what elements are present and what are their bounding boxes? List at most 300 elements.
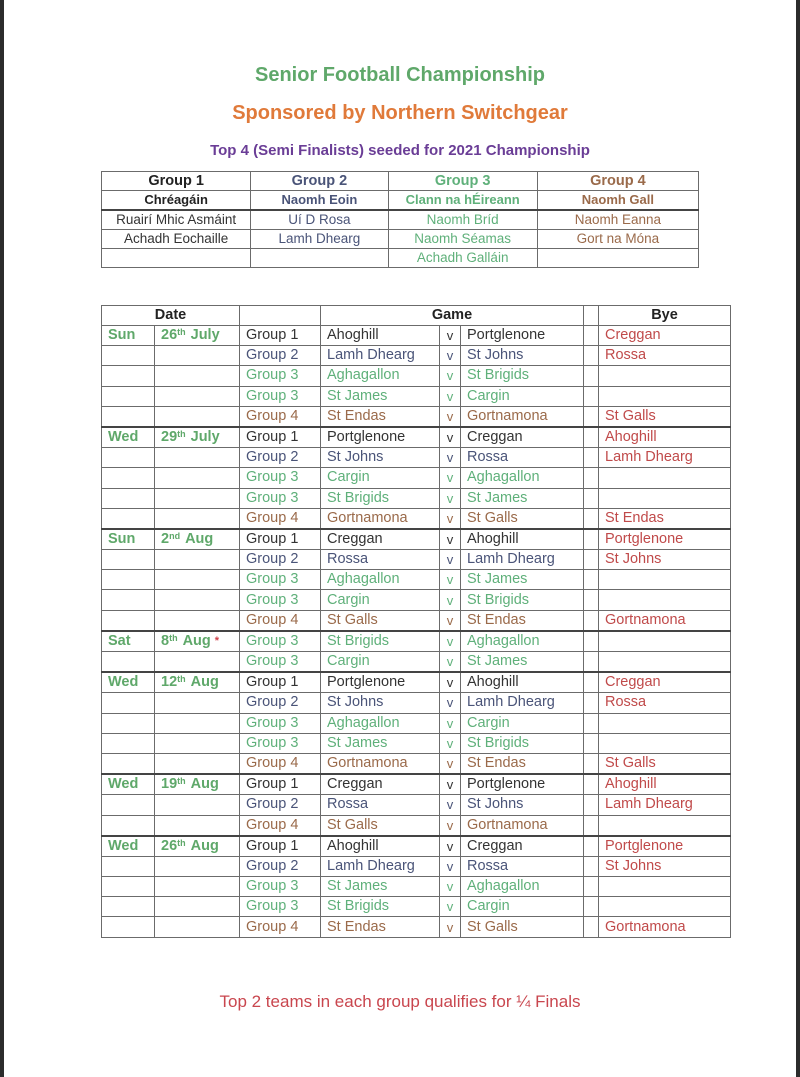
- home-team: Ahoghill: [321, 836, 440, 857]
- away-team: St Galls: [461, 917, 584, 937]
- home-team: Aghagallon: [321, 713, 440, 733]
- fixture-day: Sat: [102, 631, 155, 652]
- fixture-day: [102, 488, 155, 508]
- fixture-row: [102, 590, 731, 610]
- fixture-day: [102, 448, 155, 468]
- away-team: Ahoghill: [461, 672, 584, 693]
- away-team: St James: [461, 652, 584, 673]
- fixture-day: [102, 856, 155, 876]
- group-header-blank: [240, 306, 321, 326]
- fixture-day: [102, 508, 155, 529]
- group-team: Naomh Eanna: [537, 210, 698, 230]
- blank-cell: [584, 550, 599, 570]
- fixture-group: Group 2: [240, 693, 321, 713]
- home-team: St Brigids: [321, 488, 440, 508]
- away-team: Aghagallon: [461, 877, 584, 897]
- note-asterisk: *: [214, 634, 220, 647]
- blank-cell: [584, 406, 599, 427]
- away-team: Ahoghill: [461, 529, 584, 550]
- fixture-group: Group 4: [240, 917, 321, 937]
- bye-team: St Endas: [599, 508, 731, 529]
- group-team: Naomh Bríd: [388, 210, 537, 230]
- fixture-group: Group 3: [240, 570, 321, 590]
- fixture-day: [102, 795, 155, 815]
- date-header: Date: [102, 306, 240, 326]
- versus-label: v: [440, 427, 461, 448]
- fixture-day: Sun: [102, 529, 155, 550]
- versus-label: v: [440, 386, 461, 406]
- group-2-header: Group 2: [251, 172, 388, 191]
- bye-team: [599, 631, 731, 652]
- championship-title: Senior Football Championship: [255, 64, 545, 86]
- blank-cell: [584, 672, 599, 693]
- group-team: Lamh Dhearg: [251, 230, 388, 249]
- date-month: July: [190, 429, 220, 446]
- group-header-row: [102, 172, 699, 191]
- away-team: St Brigids: [461, 366, 584, 386]
- versus-label: v: [440, 529, 461, 550]
- fixture-day: [102, 897, 155, 917]
- bye-team: [599, 652, 731, 673]
- page-edge-right: [796, 0, 800, 1077]
- fixture-row: [102, 713, 731, 733]
- fixture-date: [155, 488, 240, 508]
- fixture-row: [102, 917, 731, 937]
- home-team: Rossa: [321, 795, 440, 815]
- fixture-day: [102, 346, 155, 366]
- fixture-date: [155, 753, 240, 774]
- versus-label: v: [440, 672, 461, 693]
- game-header: Game: [321, 306, 584, 326]
- away-team: Creggan: [461, 427, 584, 448]
- blank-cell: [584, 610, 599, 631]
- fixture-row: [102, 856, 731, 876]
- versus-label: v: [440, 508, 461, 529]
- date-number: 19: [161, 776, 178, 793]
- home-team: St James: [321, 733, 440, 753]
- away-team: St Brigids: [461, 590, 584, 610]
- versus-label: v: [440, 856, 461, 876]
- fixture-row: [102, 795, 731, 815]
- fixture-group: Group 4: [240, 753, 321, 774]
- versus-label: v: [440, 652, 461, 673]
- fixture-date: [155, 570, 240, 590]
- home-team: Creggan: [321, 774, 440, 795]
- bye-team: [599, 733, 731, 753]
- fixture-date: [155, 631, 240, 652]
- bye-team: St Galls: [599, 753, 731, 774]
- fixtures-body: [102, 326, 731, 938]
- bye-team: [599, 590, 731, 610]
- date-month: Aug: [182, 632, 211, 649]
- bye-team: [599, 386, 731, 406]
- team-row: [102, 249, 699, 268]
- home-team: Rossa: [321, 550, 440, 570]
- fixture-group: Group 3: [240, 652, 321, 673]
- fixture-day: [102, 753, 155, 774]
- away-team: Creggan: [461, 836, 584, 857]
- date-number: 8: [161, 632, 170, 649]
- fixture-day: [102, 877, 155, 897]
- fixture-group: Group 3: [240, 366, 321, 386]
- away-team: St Endas: [461, 610, 584, 631]
- blank-cell: [584, 326, 599, 346]
- away-team: Portglenone: [461, 774, 584, 795]
- fixture-date: [155, 795, 240, 815]
- fixture-day: [102, 406, 155, 427]
- fixture-row: [102, 488, 731, 508]
- blank-cell: [584, 468, 599, 488]
- away-team: Portglenone: [461, 326, 584, 346]
- bye-team: Ahoghill: [599, 427, 731, 448]
- bye-team: [599, 897, 731, 917]
- fixture-row: [102, 753, 731, 774]
- fixture-date: [155, 713, 240, 733]
- fixture-group: Group 2: [240, 795, 321, 815]
- home-team: St Johns: [321, 448, 440, 468]
- away-team: St Endas: [461, 753, 584, 774]
- bye-team: Rossa: [599, 693, 731, 713]
- date-month: Aug: [190, 837, 219, 854]
- versus-label: v: [440, 590, 461, 610]
- fixture-group: Group 4: [240, 508, 321, 529]
- fixture-date: [155, 672, 240, 693]
- away-team: Lamh Dhearg: [461, 550, 584, 570]
- fixtures-header-row: [102, 306, 731, 326]
- group-team: Uí D Rosa: [251, 210, 388, 230]
- versus-label: v: [440, 468, 461, 488]
- sponsor-line: Sponsored by Northern Switchgear: [232, 102, 568, 124]
- fixture-day: Sun: [102, 326, 155, 346]
- fixture-row: [102, 406, 731, 427]
- fixture-day: Wed: [102, 774, 155, 795]
- blank-cell: [584, 590, 599, 610]
- bye-team: [599, 570, 731, 590]
- versus-label: v: [440, 877, 461, 897]
- fixture-row: [102, 610, 731, 631]
- home-team: St Brigids: [321, 897, 440, 917]
- fixture-group: Group 3: [240, 733, 321, 753]
- fixture-group: Group 3: [240, 488, 321, 508]
- group-3-seed: Clann na hÉireann: [388, 191, 537, 211]
- fixture-row: [102, 631, 731, 652]
- fixture-group: Group 3: [240, 631, 321, 652]
- versus-label: v: [440, 733, 461, 753]
- home-team: Portglenone: [321, 427, 440, 448]
- away-team: St Galls: [461, 508, 584, 529]
- home-team: St Endas: [321, 406, 440, 427]
- date-month: Aug: [185, 530, 214, 547]
- fixture-day: [102, 917, 155, 937]
- qualification-note: Top 2 teams in each group qualifies for ¼ Finals: [219, 992, 581, 1011]
- blank-cell: [584, 774, 599, 795]
- blank-cell: [584, 488, 599, 508]
- fixture-group: Group 4: [240, 406, 321, 427]
- blank-cell: [584, 753, 599, 774]
- fixture-day: [102, 570, 155, 590]
- versus-label: v: [440, 366, 461, 386]
- home-team: Cargin: [321, 468, 440, 488]
- home-team: St Endas: [321, 917, 440, 937]
- fixture-group: Group 3: [240, 386, 321, 406]
- group-1-header: Group 1: [102, 172, 251, 191]
- versus-label: v: [440, 488, 461, 508]
- team-row: [102, 230, 699, 249]
- home-team: Cargin: [321, 652, 440, 673]
- fixture-date: [155, 366, 240, 386]
- fixture-group: Group 1: [240, 326, 321, 346]
- versus-label: v: [440, 346, 461, 366]
- blank-cell: [584, 366, 599, 386]
- home-team: Gortnamona: [321, 508, 440, 529]
- fixtures-table: [101, 305, 731, 938]
- date-suffix: th: [177, 837, 186, 848]
- bye-team: Portglenone: [599, 529, 731, 550]
- date-month: July: [190, 327, 220, 344]
- home-team: St Galls: [321, 815, 440, 836]
- fixture-group: Group 2: [240, 550, 321, 570]
- fixture-date: [155, 733, 240, 753]
- fixture-row: [102, 529, 731, 550]
- fixture-group: Group 2: [240, 346, 321, 366]
- bye-team: [599, 366, 731, 386]
- fixture-date: [155, 610, 240, 631]
- home-team: St Galls: [321, 610, 440, 631]
- blank-cell: [584, 508, 599, 529]
- blank-cell: [584, 529, 599, 550]
- fixture-date: [155, 326, 240, 346]
- home-team: St James: [321, 386, 440, 406]
- home-team: Creggan: [321, 529, 440, 550]
- fixture-row: [102, 672, 731, 693]
- fixture-group: Group 4: [240, 815, 321, 836]
- away-team: Cargin: [461, 897, 584, 917]
- away-team: Cargin: [461, 713, 584, 733]
- fixture-group: Group 3: [240, 897, 321, 917]
- blank-cell: [584, 856, 599, 876]
- bye-team: Lamh Dhearg: [599, 795, 731, 815]
- home-team: Aghagallon: [321, 570, 440, 590]
- home-team: Ahoghill: [321, 326, 440, 346]
- fixture-day: Wed: [102, 672, 155, 693]
- fixture-group: Group 2: [240, 448, 321, 468]
- fixture-row: [102, 386, 731, 406]
- bye-team: Gortnamona: [599, 917, 731, 937]
- fixture-date: [155, 406, 240, 427]
- date-number: 26: [161, 327, 178, 344]
- date-suffix: th: [177, 674, 186, 685]
- bye-team: Rossa: [599, 346, 731, 366]
- fixture-day: Wed: [102, 836, 155, 857]
- home-team: Portglenone: [321, 672, 440, 693]
- fixture-date: [155, 590, 240, 610]
- versus-label: v: [440, 897, 461, 917]
- date-number: 2: [161, 530, 170, 547]
- blank-cell: [584, 713, 599, 733]
- away-team: Cargin: [461, 386, 584, 406]
- bye-team: St Johns: [599, 856, 731, 876]
- fixture-date: [155, 856, 240, 876]
- fixture-day: [102, 815, 155, 836]
- versus-label: v: [440, 570, 461, 590]
- blank-cell: [584, 836, 599, 857]
- fixture-day: [102, 468, 155, 488]
- fixture-row: [102, 346, 731, 366]
- away-team: Gortnamona: [461, 406, 584, 427]
- fixture-date: [155, 346, 240, 366]
- fixture-date: [155, 652, 240, 673]
- fixture-date: [155, 917, 240, 937]
- versus-label: v: [440, 550, 461, 570]
- fixture-row: [102, 326, 731, 346]
- date-number: 29: [161, 429, 178, 446]
- blank-cell: [584, 877, 599, 897]
- fixture-row: [102, 693, 731, 713]
- group-4-header: Group 4: [537, 172, 698, 191]
- group-team: Achadh Eochaille: [102, 230, 251, 249]
- versus-label: v: [440, 774, 461, 795]
- fixture-day: [102, 713, 155, 733]
- group-team: Gort na Móna: [537, 230, 698, 249]
- group-team: [537, 249, 698, 268]
- blank-cell: [584, 631, 599, 652]
- versus-label: v: [440, 795, 461, 815]
- fixture-row: [102, 570, 731, 590]
- versus-label: v: [440, 753, 461, 774]
- away-team: St Brigids: [461, 733, 584, 753]
- bye-team: [599, 877, 731, 897]
- versus-label: v: [440, 917, 461, 937]
- fixture-day: [102, 610, 155, 631]
- home-team: St Brigids: [321, 631, 440, 652]
- fixture-row: [102, 897, 731, 917]
- away-team: Rossa: [461, 448, 584, 468]
- fixture-day: [102, 550, 155, 570]
- blank-cell: [584, 897, 599, 917]
- fixture-group: Group 1: [240, 427, 321, 448]
- fixture-date: [155, 550, 240, 570]
- bye-team: Gortnamona: [599, 610, 731, 631]
- home-team: St Johns: [321, 693, 440, 713]
- blank-cell: [584, 733, 599, 753]
- versus-label: v: [440, 326, 461, 346]
- blank-cell: [584, 386, 599, 406]
- fixture-day: [102, 652, 155, 673]
- gap-header-blank: [584, 306, 599, 326]
- fixture-date: [155, 529, 240, 550]
- blank-cell: [584, 570, 599, 590]
- bye-team: Creggan: [599, 326, 731, 346]
- fixture-date: [155, 448, 240, 468]
- fixture-group: Group 1: [240, 529, 321, 550]
- blank-cell: [584, 448, 599, 468]
- bye-team: [599, 713, 731, 733]
- blank-cell: [584, 652, 599, 673]
- versus-label: v: [440, 610, 461, 631]
- date-suffix: th: [177, 776, 186, 787]
- fixture-date: [155, 693, 240, 713]
- fixture-day: Wed: [102, 427, 155, 448]
- away-team: St James: [461, 570, 584, 590]
- away-team: St James: [461, 488, 584, 508]
- fixture-date: [155, 774, 240, 795]
- away-team: Lamh Dhearg: [461, 693, 584, 713]
- fixture-row: [102, 836, 731, 857]
- fixture-group: Group 3: [240, 590, 321, 610]
- group-team: [102, 249, 251, 268]
- versus-label: v: [440, 693, 461, 713]
- fixture-row: [102, 366, 731, 386]
- date-month: Aug: [190, 674, 219, 691]
- date-number: 12: [161, 674, 178, 691]
- bye-team: Creggan: [599, 672, 731, 693]
- date-number: 26: [161, 837, 178, 854]
- group-team: Ruairí Mhic Asmáint: [102, 210, 251, 230]
- fixture-date: [155, 877, 240, 897]
- home-team: Cargin: [321, 590, 440, 610]
- away-team: Aghagallon: [461, 468, 584, 488]
- fixture-group: Group 1: [240, 774, 321, 795]
- date-suffix: nd: [169, 530, 181, 541]
- fixture-day: [102, 693, 155, 713]
- fixture-row: [102, 877, 731, 897]
- fixture-date: [155, 897, 240, 917]
- bye-team: [599, 468, 731, 488]
- bye-team: [599, 488, 731, 508]
- fixture-row: [102, 427, 731, 448]
- bye-team: Portglenone: [599, 836, 731, 857]
- group-team: [251, 249, 388, 268]
- fixture-group: Group 3: [240, 713, 321, 733]
- bye-header: Bye: [599, 306, 731, 326]
- bye-team: St Galls: [599, 406, 731, 427]
- fixture-row: [102, 508, 731, 529]
- fixture-group: Group 3: [240, 877, 321, 897]
- versus-label: v: [440, 448, 461, 468]
- group-team: Naomh Séamas: [388, 230, 537, 249]
- fixture-group: Group 1: [240, 836, 321, 857]
- fixture-group: Group 2: [240, 856, 321, 876]
- fixture-day: [102, 386, 155, 406]
- fixture-row: [102, 550, 731, 570]
- blank-cell: [584, 693, 599, 713]
- group-3-header: Group 3: [388, 172, 537, 191]
- fixture-date: [155, 427, 240, 448]
- versus-label: v: [440, 631, 461, 652]
- date-suffix: th: [177, 327, 186, 338]
- away-team: Aghagallon: [461, 631, 584, 652]
- group-team: Achadh Galláin: [388, 249, 537, 268]
- away-team: Gortnamona: [461, 815, 584, 836]
- group-2-seed: Naomh Eoin: [251, 191, 388, 211]
- fixture-row: [102, 448, 731, 468]
- fixture-day: [102, 733, 155, 753]
- date-month: Aug: [190, 776, 219, 793]
- date-suffix: th: [177, 429, 186, 440]
- away-team: St Johns: [461, 346, 584, 366]
- blank-cell: [584, 795, 599, 815]
- fixture-group: Group 3: [240, 468, 321, 488]
- seeding-note: Top 4 (Semi Finalists) seeded for 2021 Championship: [210, 142, 590, 159]
- bye-team: Lamh Dhearg: [599, 448, 731, 468]
- fixture-date: [155, 386, 240, 406]
- bye-team: [599, 815, 731, 836]
- versus-label: v: [440, 836, 461, 857]
- away-team: St Johns: [461, 795, 584, 815]
- seed-row: [102, 191, 699, 211]
- home-team: Aghagallon: [321, 366, 440, 386]
- home-team: Gortnamona: [321, 753, 440, 774]
